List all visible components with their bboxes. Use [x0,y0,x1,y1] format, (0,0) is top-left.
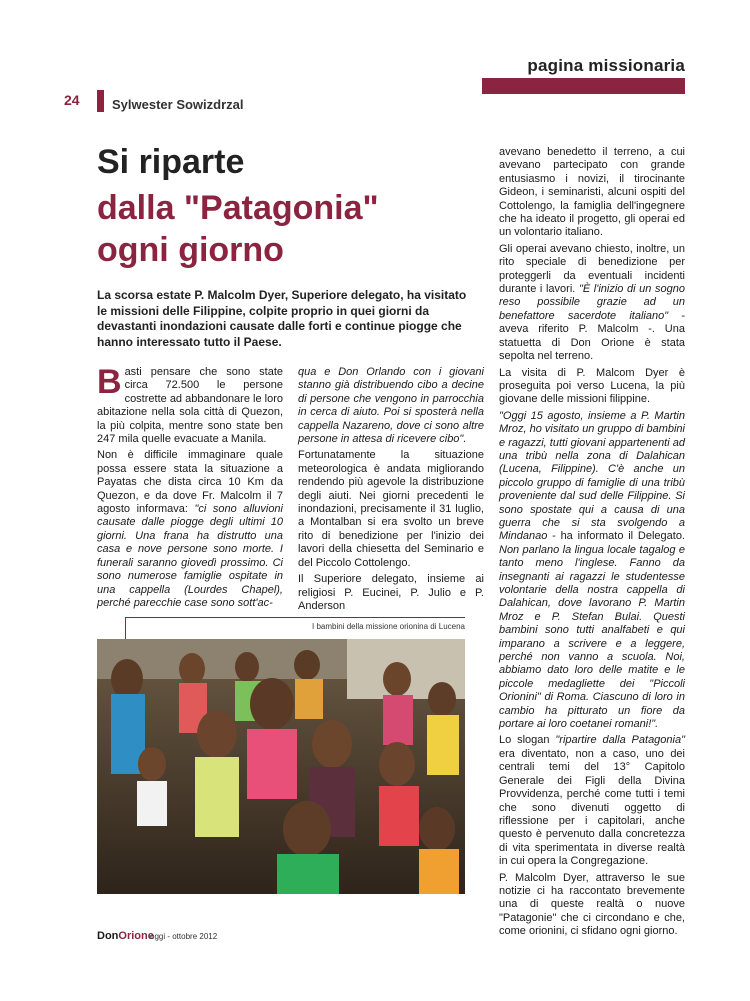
paragraph-text: Lo slogan [499,734,556,747]
caption-rule-vertical [125,617,126,639]
quote-text: "ripartire dalla Patagonia" [555,734,685,747]
logo-orione: Orione [118,930,154,942]
paragraph-text: - aveva riferito P. Malcolm -. Una statuetta di Don Orione è stata sepolta nel terreno. [499,309,685,363]
drop-cap: B [97,363,122,401]
page-number: 24 [64,92,80,108]
paragraph-text: era diventato, non a caso, uno dei centrali temi del 13° Capitolo Generale dei Figli della Divina Provvidenza, perché come tutti i temi che sono divenuti oggetto di riflessione per i capitolari, anche questo è pervenuto dalla concretezza di vita sperimentata in diverse realtà in cui opera la Congregazione. [499,747,685,868]
paragraph [499,410,685,732]
article-title-line2: dalla "Patagonia" [97,189,379,227]
paragraph-text: Gli operai avevano chiesto, inoltre, un rito speciale di benedizione per proteggerli da eventuali incidenti durante i lavori. [499,242,685,296]
quote-text: "Oggi 15 agosto, insieme a P. Martin Mroz, ho visitato un gruppo di bambini e ragazzi, tutti giovani appartenenti ad una tribù nella zona di Dalahican (Lucena, Filippine). C'è anche un piccolo gruppo di famiglie di una tribù proveniente dal sud delle Filippine. Si sono spostate qui a causa di una guerra che si sta svolgendo a Mindanao [499,409,685,543]
quote-text: qua e Don Orlando con i giovani stanno già distribuendo cibo a decine di persone che vengono in parrocchia in cerca di aiuto. Poi si sposterà nella cappella Nazareno, dove ci sono altre persone in attesa di ricevere cibo". [298,366,484,446]
paragraph [298,366,484,446]
paragraph: Fortunatamente la situazione meteorologica è andata migliorando rendendo più agevole la distribuzione degli aiuti. Nei giorni precedenti le inondazioni, precisamente il 31 luglio, a Montalban si era svolto un breve rito di benedizione per l'inizio dei lavori della chiesetta del Seminario e del Piccolo Cottolengo. [298,449,484,569]
paragraph [499,734,685,868]
logo-don: Don [97,930,119,942]
section-bar [482,78,685,94]
paragraph: La visita di P. Malcom Dyer è proseguita poi verso Lucena, la più giovane delle missioni filippine. [499,366,685,406]
text-column-3 [499,146,685,942]
article-lead: La scorsa estate P. Malcolm Dyer, Superiore delegato, ha visitato le missioni delle Filippine, colpite proprio in quei giorni da devastanti inondazioni causate dalle forti e continue piogge che hanno interessato tutto il Paese. [97,288,467,349]
section-title: pagina missionaria [527,56,685,75]
photo-illustration [97,639,465,894]
article-title-line1: Si riparte [97,143,245,181]
photo-caption: I bambini della missione orionina di Lucena [312,622,465,631]
text-column-2 [298,366,484,616]
footer-date: oggi - ottobre 2012 [150,932,218,941]
paragraph-text: asti pensare che sono state circa 72.500 le persone costrette ad abbandonare le loro abitazione nella sola città di Quezon, la più colpita, mentre sono state ben 247 mila quelle evacuate a Manila. [97,366,283,446]
paragraph: Il Superiore delegato, insieme ai religiosi P. Eucinei, P. Julio e P. Anderson [298,573,484,612]
footer-logo [97,930,154,942]
quote-text: "ci sono alluvioni causate dalle piogge degli ultimi 10 giorni. Una frana ha distrutto una casa e nove persone sono morte. I funerali saranno giovedì prossimo. Ci sono numerose famiglie ospitate in una cappella (Lourdes Chapel), perché parecchie case sono sott'ac- [97,503,283,609]
paragraph: P. Malcolm Dyer, attraverso le sue notizie ci ha raccontato brevemente una di queste realtà o nuove "Patagonie" che ci circondano e che, come orionini, ci sfidano ogni giorno. [499,871,685,938]
children-photo [97,639,465,894]
paragraph [499,243,685,364]
article-title-line3: ogni giorno [97,231,284,269]
quote-text: "È l'inizio di un sogno reso possibile grazie ad un benefattore sacerdote italiano" [499,283,685,322]
paragraph-text: - ha informato il Delegato. [547,530,685,543]
quote-text: Non parlano la lingua locale tagalog e tanto meno l'inglese. Fanno da insegnanti ai ragazzi le studentesse volontarie della nostra cappella di Dalahican, dove lavorano P. Martin Mroz e P. Stefan Bulai. Questi bambini sono tutti analfabeti e qui imparano a scrivere e a leggere, perché non vanno a scuola. Noi, abbiamo dato loro delle matite e le piccole medagliette dei "Piccoli Orionini" di Roma. Ciascuno di loro in cambio ha pitturato un fiore da portare ai loro coetanei romani!". [499,543,685,731]
paragraph [97,363,283,446]
paragraph-text: Non è difficile immaginare quale possa essere stata la situazione a Payatas che dista circa 10 Km da Quezon, e da dove Fr. Malcolm il 7 agosto informava: [97,449,283,516]
author-name: Sylwester Sowizdrzal [112,97,244,112]
paragraph [97,449,283,610]
text-column-1 [97,363,283,613]
author-bar [97,90,104,112]
caption-rule [125,617,465,618]
paragraph: avevano benedetto il terreno, a cui avevano partecipato con grande entusiasmo i novizi, il tirocinante Gideon, i seminaristi, alcuni ospiti del Cottolengo, la famiglia dell'ingegnere che ha ideato il progetto, gli operai ed un volontario italiano. [499,146,685,239]
